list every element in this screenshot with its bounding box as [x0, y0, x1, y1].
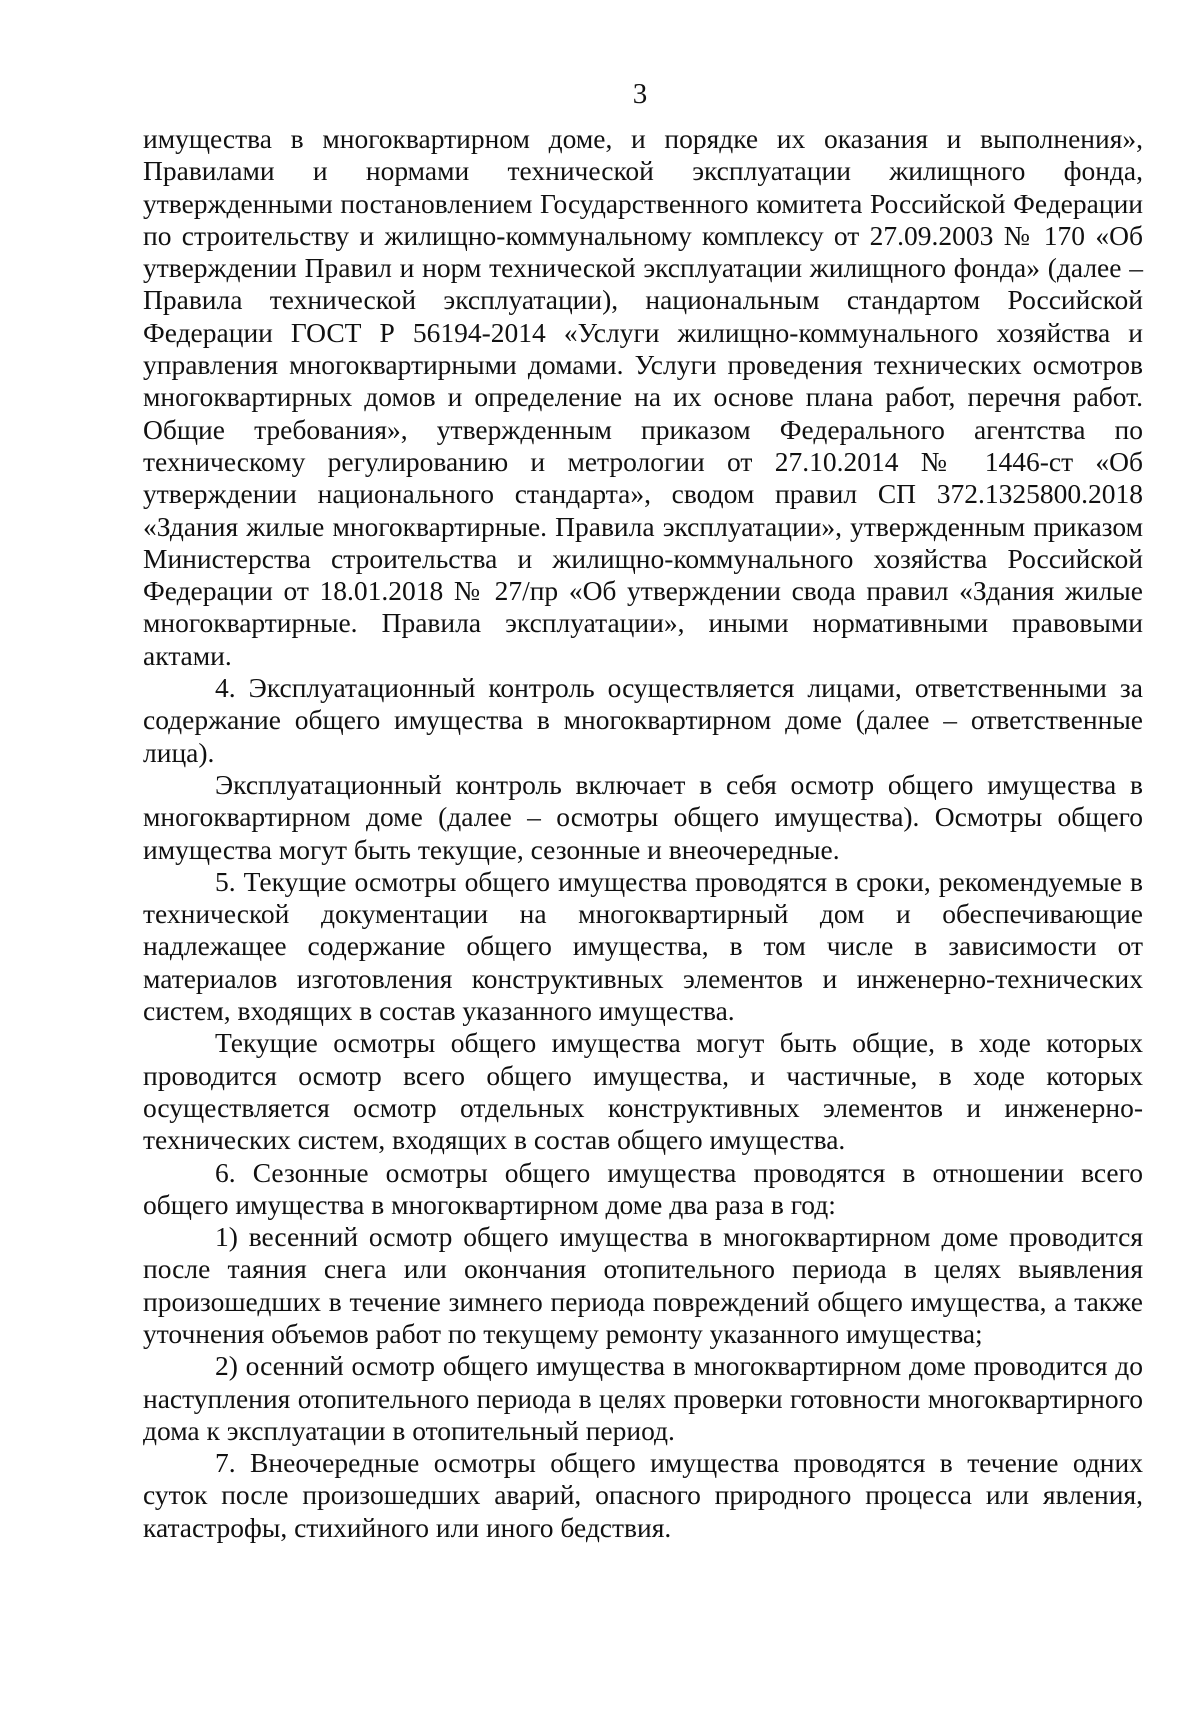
- paragraph-continuation: имущества в многоквартирном доме, и порядке их оказания и выполнения», Правилами и нормами технической эксплуатации жилищного фонда, утвержденными постановлением Государственного комитета Российской Федерации по строительству и жилищно-коммунальному комплексу от 27.09.2003 № 170 «Об утверждении Правил и норм технической эксплуатации жилищного фонда» (далее – Правила технической эксплуатации), национальным стандартом Российской Федерации ГОСТ Р 56194-2014 «Услуги жилищно-коммунального хозяйства и управления многоквартирными домами. Услуги проведения технических осмотров многоквартирных домов и определение на их основе плана работ, перечня работ. Общие требования», утвержденным приказом Федерального агентства по техническому регулированию и метрологии от 27.10.2014 № 1446-ст «Об утверждении национального стандарта», сводом правил СП 372.1325800.2018 «Здания жилые многоквартирные. Правила эксплуатации», утвержденным приказом Министерства строительства и жилищно-коммунального хозяйства Российской Федерации от 18.01.2018 № 27/пр «Об утверждении свода правил «Здания жилые многоквартирные. Правила эксплуатации», иными нормативными правовыми актами.: [143, 123, 1143, 671]
- paragraph-item-6: 6. Сезонные осмотры общего имущества проводятся в отношении всего общего имущества в многоквартирном доме два раза в год:: [143, 1156, 1143, 1220]
- paragraph-item-5: 5. Текущие осмотры общего имущества проводятся в сроки, рекомендуемые в технической документации на многоквартирный дом и обеспечивающие надлежащее содержание общего имущества, в том числе в зависимости от материалов изготовления конструктивных элементов и инженерно-технических систем, входящих в состав указанного имущества.: [143, 865, 1143, 1027]
- paragraph-item-4: 4. Эксплуатационный контроль осуществляется лицами, ответственными за содержание общего имущества в многоквартирном доме (далее – ответственные лица).: [143, 672, 1143, 768]
- document-body: [143, 123, 1143, 1544]
- paragraph-item-7: 7. Внеочередные осмотры общего имущества проводятся в течение одних суток после произошедших аварий, опасного природного процесса или явления, катастрофы, стихийного или иного бедствия.: [143, 1447, 1143, 1543]
- paragraph-current-inspections: Текущие осмотры общего имущества могут быть общие, в ходе которых проводится осмотр всего общего имущества, и частичные, в ходе которых осуществляется осмотр отдельных конструктивных элементов и инженерно-технических систем, входящих в состав общего имущества.: [143, 1027, 1143, 1156]
- paragraph-control-scope: Эксплуатационный контроль включает в себя осмотр общего имущества в многоквартирном доме (далее – осмотры общего имущества). Осмотры общего имущества могут быть текущие, сезонные и внеочередные.: [143, 768, 1143, 865]
- page-number: 3: [632, 78, 648, 110]
- paragraph-spring-inspection: 1) весенний осмотр общего имущества в многоквартирном доме проводится после таяния снега или окончания отопительного периода в целях выявления произошедших в течение зимнего периода повреждений общего имущества, а также уточнения объемов работ по текущему ремонту указанного имущества;: [143, 1221, 1143, 1349]
- paragraph-autumn-inspection: 2) осенний осмотр общего имущества в многоквартирном доме проводится до наступления отопительного периода в целях проверки готовности многоквартирного дома к эксплуатации в отопительный период.: [143, 1350, 1143, 1446]
